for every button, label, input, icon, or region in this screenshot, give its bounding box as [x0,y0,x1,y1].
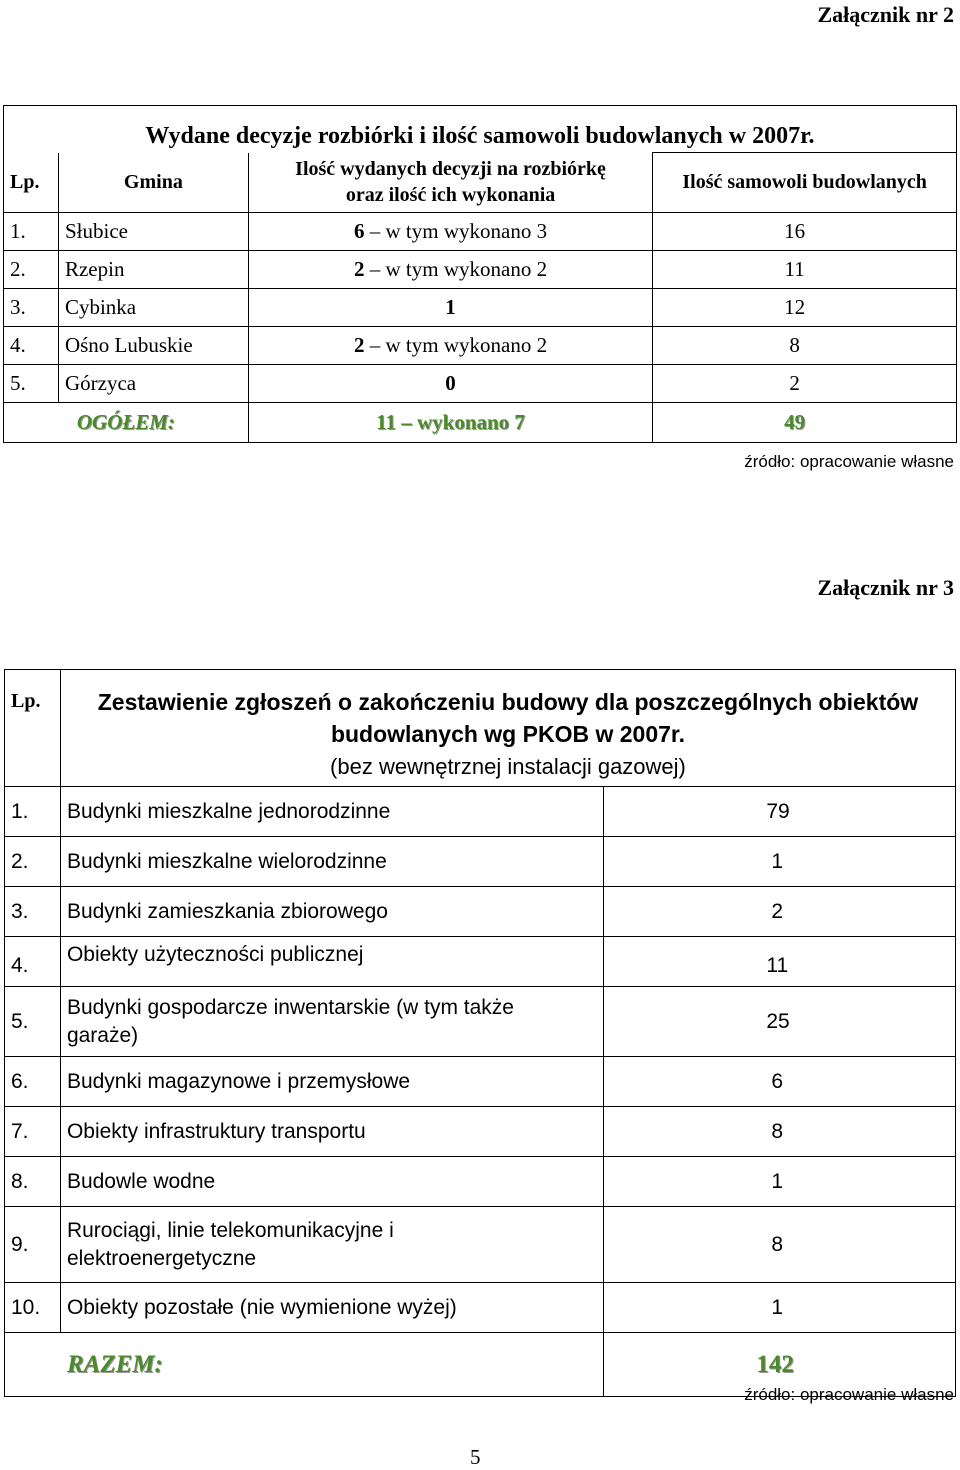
total-label: OGÓŁEM: [4,403,249,443]
table-row [5,987,956,1057]
row-lp: 2. [4,251,59,289]
header-gmina: Gmina [58,153,248,213]
row-name: Budynki zamieszkania zbiorowego [60,887,603,937]
row-decisions-count: 6 [354,219,365,243]
row-decisions [248,251,653,289]
row-unauthorized: 12 [653,289,957,327]
header-decisions-line1: Ilość wydanych decyzji na rozbiórkę [295,158,606,181]
row-value: 2 [604,887,956,937]
page-number: 5 [470,1445,481,1469]
row-decisions [248,213,653,251]
row-lp: 2. [5,837,61,887]
row-name: Obiekty użyteczności publicznej [60,937,603,987]
table-row [5,937,956,987]
row-gmina: Słubice [58,213,248,251]
demolition-table [3,105,957,443]
row-gmina: Rzepin [58,251,248,289]
row-lp: 8. [5,1157,61,1207]
row-gmina: Cybinka [58,289,248,327]
row-lp: 1. [4,213,59,251]
total-label: RAZEM: [5,1333,604,1397]
total-value: 142 [604,1333,956,1397]
completion-table [4,669,956,1397]
table-row [4,213,957,251]
row-decisions-count: 0 [445,371,456,395]
header-decisions [248,153,653,213]
table-row [5,1283,956,1333]
table-row [5,837,956,887]
table2-title [60,670,955,787]
row-name: Budowle wodne [60,1157,603,1207]
table1-title: Wydane decyzje rozbiórki i ilość samowoli budowlanych w 2007r. [4,106,957,153]
row-name: Budynki gospodarcze inwentarskie (w tym także garaże) [60,987,603,1057]
row-value: 25 [604,987,956,1057]
row-decisions-detail: – w tym wykonano 2 [364,333,548,357]
row-value: 1 [604,1283,956,1333]
table-row [4,251,957,289]
row-lp: 9. [5,1207,61,1283]
row-name: Rurociągi, linie telekomunikacyjne i elektroenergetyczne [60,1207,603,1283]
row-unauthorized: 16 [653,213,957,251]
row-decisions-detail: – w tym wykonano 2 [364,257,548,281]
table2-title-line2: budowlanych wg PKOB w 2007r. [330,721,685,747]
table1-source: źródło: opracowanie własne [744,452,954,471]
table-row [4,365,957,403]
row-gmina: Ośno Lubuskie [58,327,248,365]
row-lp: 6. [5,1057,61,1107]
row-decisions [248,327,653,365]
table-row [4,327,957,365]
row-lp: 1. [5,787,61,837]
row-decisions-count: 1 [445,295,456,319]
row-decisions [248,365,653,403]
row-lp: 7. [5,1107,61,1157]
table-row [5,787,956,837]
header-decisions-line2: oraz ilość ich wykonania [345,184,556,207]
table-row [4,289,957,327]
row-value: 8 [604,1207,956,1283]
row-lp: 3. [5,887,61,937]
table2-title-line1: Zestawienie zgłoszeń o zakończeniu budowy dla poszczególnych obiektów [97,689,919,715]
row-name: Budynki mieszkalne wielorodzinne [60,837,603,887]
row-lp: 3. [4,289,59,327]
row-value: 79 [604,787,956,837]
table2-source: źródło: opracowanie własne [744,1385,954,1404]
table2-subtitle: (bez wewnętrznej instalacji gazowej) [330,754,686,779]
total-decisions: 11 – wykonano 7 [248,403,653,443]
row-decisions-detail: – w tym wykonano 3 [364,219,548,243]
row-decisions [248,289,653,327]
row-value: 11 [604,937,956,987]
row-name: Obiekty pozostałe (nie wymienione wyżej) [60,1283,603,1333]
row-name: Budynki mieszkalne jednorodzinne [60,787,603,837]
table-row [5,1157,956,1207]
row-value: 1 [604,837,956,887]
row-name: Budynki magazynowe i przemysłowe [60,1057,603,1107]
table-row [5,887,956,937]
row-unauthorized: 2 [653,365,957,403]
row-decisions-count: 2 [354,257,365,281]
annex2-label: Załącznik nr 2 [817,2,954,27]
total-unauthorized: 49 [653,403,957,443]
row-unauthorized: 8 [653,327,957,365]
row-value: 6 [604,1057,956,1107]
table-row [5,1207,956,1283]
row-name: Obiekty infrastruktury transportu [60,1107,603,1157]
table-row [5,1057,956,1107]
row-lp: 4. [5,937,61,987]
row-value: 8 [604,1107,956,1157]
annex3-label: Załącznik nr 3 [817,575,954,600]
row-gmina: Górzyca [58,365,248,403]
row-lp: 10. [5,1283,61,1333]
header-unauthorized: Ilość samowoli budowlanych [653,153,957,213]
row-decisions-count: 2 [354,333,365,357]
row-lp: 5. [4,365,59,403]
row-lp: 4. [4,327,59,365]
row-value: 1 [604,1157,956,1207]
table-row [5,1107,956,1157]
header-lp: Lp. [4,153,59,213]
row-lp: 5. [5,987,61,1057]
header-lp: Lp. [5,670,61,787]
total-row [4,403,957,443]
row-unauthorized: 11 [653,251,957,289]
